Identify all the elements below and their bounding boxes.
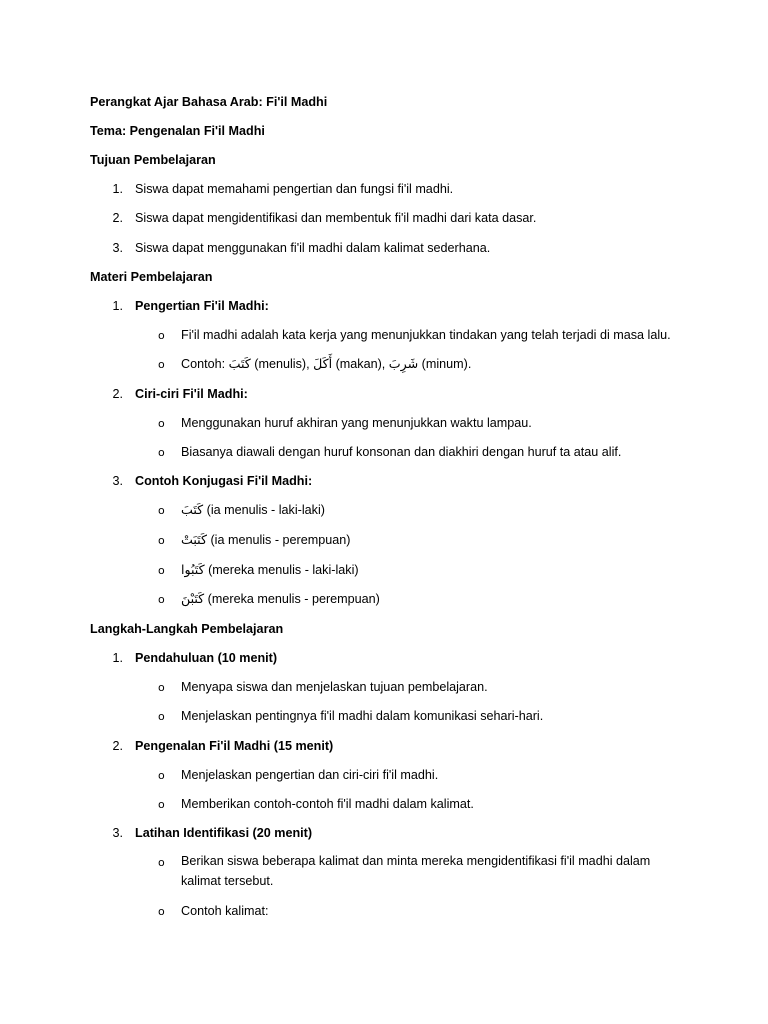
tujuan-item: Siswa dapat memahami pengertian dan fungsi fi'il madhi. bbox=[135, 182, 454, 196]
bullet-item: Menyapa siswa dan menjelaskan tujuan pembelajaran. bbox=[181, 680, 488, 694]
bullet-marker: o bbox=[158, 534, 165, 547]
list-number: 1. bbox=[112, 651, 123, 665]
bullet-marker: o bbox=[158, 504, 165, 517]
bullet-item: Menjelaskan pentingnya fi'il madhi dalam komunikasi sehari-hari. bbox=[181, 709, 544, 723]
bullet-item: Contoh: كَتَبَ (menulis), أَكَلَ (makan), شَرِبَ (minum). bbox=[181, 357, 472, 371]
bullet-marker: o bbox=[158, 329, 165, 342]
list-number: 1. bbox=[112, 299, 123, 313]
conjugation-item: كَتَبُوا (mereka menulis - laki-laki) bbox=[181, 563, 359, 577]
bullet-marker: o bbox=[158, 798, 165, 811]
section-title: Contoh Konjugasi Fi'il Madhi: bbox=[135, 474, 313, 488]
bullet-item: Contoh kalimat: bbox=[181, 904, 269, 918]
conjugation-item: كَتَبْنَ (mereka menulis - perempuan) bbox=[181, 592, 380, 606]
step-title: Pendahuluan (10 menit) bbox=[135, 651, 278, 665]
list-number: 3. bbox=[112, 474, 123, 488]
langkah-heading: Langkah-Langkah Pembelajaran bbox=[90, 622, 284, 636]
bullet-marker: o bbox=[158, 593, 165, 606]
list-number: 3. bbox=[112, 241, 123, 255]
conjugation-item: كَتَبَتْ (ia menulis - perempuan) bbox=[181, 533, 351, 547]
bullet-marker: o bbox=[158, 446, 165, 459]
bullet-item: Biasanya diawali dengan huruf konsonan dan diakhiri dengan huruf ta atau alif. bbox=[181, 445, 622, 459]
bullet-marker: o bbox=[158, 417, 165, 430]
bullet-marker: o bbox=[158, 856, 165, 869]
step-title: Pengenalan Fi'il Madhi (15 menit) bbox=[135, 739, 334, 753]
bullet-marker: o bbox=[158, 905, 165, 918]
section-title: Ciri-ciri Fi'il Madhi: bbox=[135, 387, 248, 401]
list-number: 2. bbox=[112, 211, 123, 225]
theme-line: Tema: Pengenalan Fi'il Madhi bbox=[90, 124, 265, 138]
list-number: 2. bbox=[112, 387, 123, 401]
bullet-marker: o bbox=[158, 681, 165, 694]
list-number: 3. bbox=[112, 826, 123, 840]
bullet-item: Berikan siswa beberapa kalimat dan minta mereka mengidentifikasi fi'il madhi dalam kalimat tersebut. bbox=[181, 854, 651, 888]
tujuan-item: Siswa dapat mengidentifikasi dan membentuk fi'il madhi dari kata dasar. bbox=[135, 211, 537, 225]
tujuan-item: Siswa dapat menggunakan fi'il madhi dalam kalimat sederhana. bbox=[135, 241, 491, 255]
tujuan-heading: Tujuan Pembelajaran bbox=[90, 153, 216, 167]
bullet-marker: o bbox=[158, 564, 165, 577]
bullet-item: Menjelaskan pengertian dan ciri-ciri fi'il madhi. bbox=[181, 768, 439, 782]
bullet-item: Fi'il madhi adalah kata kerja yang menunjukkan tindakan yang telah terjadi di masa lalu. bbox=[181, 328, 671, 342]
bullet-item: Memberikan contoh-contoh fi'il madhi dalam kalimat. bbox=[181, 797, 474, 811]
list-number: 2. bbox=[112, 739, 123, 753]
section-title: Pengertian Fi'il Madhi: bbox=[135, 299, 269, 313]
document-title: Perangkat Ajar Bahasa Arab: Fi'il Madhi bbox=[90, 95, 328, 109]
conjugation-item: كَتَبَ (ia menulis - laki-laki) bbox=[181, 503, 325, 517]
bullet-marker: o bbox=[158, 710, 165, 723]
bullet-item: Menggunakan huruf akhiran yang menunjukkan waktu lampau. bbox=[181, 416, 532, 430]
materi-heading: Materi Pembelajaran bbox=[90, 270, 213, 284]
step-title: Latihan Identifikasi (20 menit) bbox=[135, 826, 313, 840]
bullet-marker: o bbox=[158, 769, 165, 782]
list-number: 1. bbox=[112, 182, 123, 196]
bullet-marker: o bbox=[158, 358, 165, 371]
